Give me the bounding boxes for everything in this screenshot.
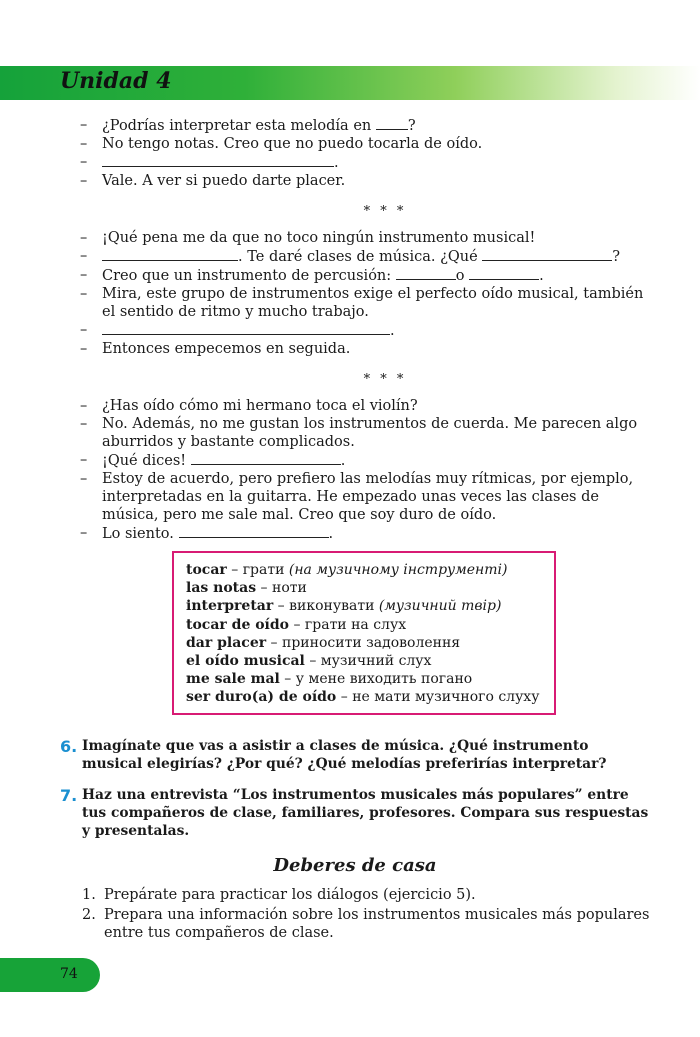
homework-item: 2. Prepara una información sobre los instrumentos musicales más populares entre tus compañeros de clase. bbox=[82, 907, 650, 941]
dialogue-line: – Mira, este grupo de instrumentos exige el perfecto oído musical, también el sentido de ritmo y mucho trabajo. bbox=[80, 286, 644, 320]
dialogue-line: – No. Además, no me gustan los instrumentos de cuerda. Me parecen algo aburridos y bastante complicados. bbox=[80, 416, 638, 450]
exercise-6 bbox=[60, 737, 650, 773]
page-number-tab bbox=[0, 958, 100, 992]
dialogue-line: – Lo siento. . bbox=[80, 525, 334, 542]
vocab-entry: las notas – ноти bbox=[186, 580, 307, 597]
answer-blank bbox=[102, 153, 334, 167]
exercise-7 bbox=[60, 786, 650, 840]
dialogue-line: – Estoy de acuerdo, pero prefiero las melodías muy rítmicas, por ejemplo, interpretadas en la guitarra. He empezado unas veces las clases de música, pero me sale mal. Creo que soy duro de oído. bbox=[80, 471, 634, 523]
vocab-entry: tocar de oído – грати на слух bbox=[186, 616, 407, 633]
answer-blank bbox=[102, 247, 238, 261]
separator: * * * bbox=[363, 372, 407, 387]
dialogue-line: – . bbox=[80, 322, 395, 339]
dialogue-line: – ¿Has oído cómo mi hermano toca el violín? bbox=[80, 398, 418, 414]
dialogues bbox=[80, 116, 650, 543]
exercise-number: 6. bbox=[60, 737, 78, 756]
vocabulary-box bbox=[172, 551, 556, 715]
unit-title: Unidad 4 bbox=[60, 68, 172, 94]
vocab-entry: me sale mal – у мене виходить погано bbox=[186, 671, 473, 688]
vocab-entry: tocar – грати (на музичному інструменті) bbox=[186, 562, 508, 578]
dialogue-line: – ¡Qué pena me da que no toco ningún instrumento musical! bbox=[80, 230, 536, 246]
dialogue-line: – . bbox=[80, 154, 339, 171]
homework-title: Deberes de casa bbox=[273, 855, 437, 876]
answer-blank bbox=[191, 451, 341, 465]
answer-blank bbox=[376, 116, 408, 130]
unit-banner bbox=[0, 66, 700, 100]
exercise-number: 7. bbox=[60, 786, 78, 805]
separator: * * * bbox=[363, 204, 407, 219]
homework-item: 1. Prepárate para practicar los diálogos (ejercicio 5). bbox=[82, 887, 476, 903]
answer-blank bbox=[396, 266, 456, 280]
dialogue-line: – Vale. A ver si puedo darte placer. bbox=[80, 173, 346, 189]
answer-blank bbox=[482, 247, 612, 261]
dialogue-line: – . Te daré clases de música. ¿Qué ? bbox=[80, 248, 621, 265]
answer-blank bbox=[102, 321, 390, 335]
dialogue-line: – Creo que un instrumento de percusión: o . bbox=[80, 267, 544, 284]
vocab-entry: ser duro(a) de oído – не мати музичного слуху bbox=[186, 689, 540, 706]
vocab-entry: interpretar – виконувати (музичний твір) bbox=[186, 598, 502, 615]
page-number: 74 bbox=[60, 966, 78, 982]
exercise-text: Imagínate que vas a asistir a clases de música. ¿Qué instrumento musical elegirías? ¿Por qué? ¿Qué melodías preferirías interpretar? bbox=[82, 738, 607, 772]
vocab-entry: el oído musical – музичний слух bbox=[186, 653, 432, 670]
dialogue-line: – ¡Qué dices! . bbox=[80, 452, 346, 469]
answer-blank bbox=[469, 266, 539, 280]
dialogue-line: – No tengo notas. Creo que no puedo tocarla de oído. bbox=[80, 136, 483, 152]
dialogue-line: – ¿Podrías interpretar esta melodía en ? bbox=[80, 117, 416, 134]
answer-blank bbox=[179, 524, 329, 538]
vocab-entry: dar placer – приносити задоволення bbox=[186, 634, 461, 651]
exercise-text: Haz una entrevista “Los instrumentos musicales más populares” entre tus compañeros de clase, familiares, profesores. Compara sus respuestas y presentalas. bbox=[82, 787, 649, 839]
dialogue-line: – Entonces empecemos en seguida. bbox=[80, 341, 351, 357]
